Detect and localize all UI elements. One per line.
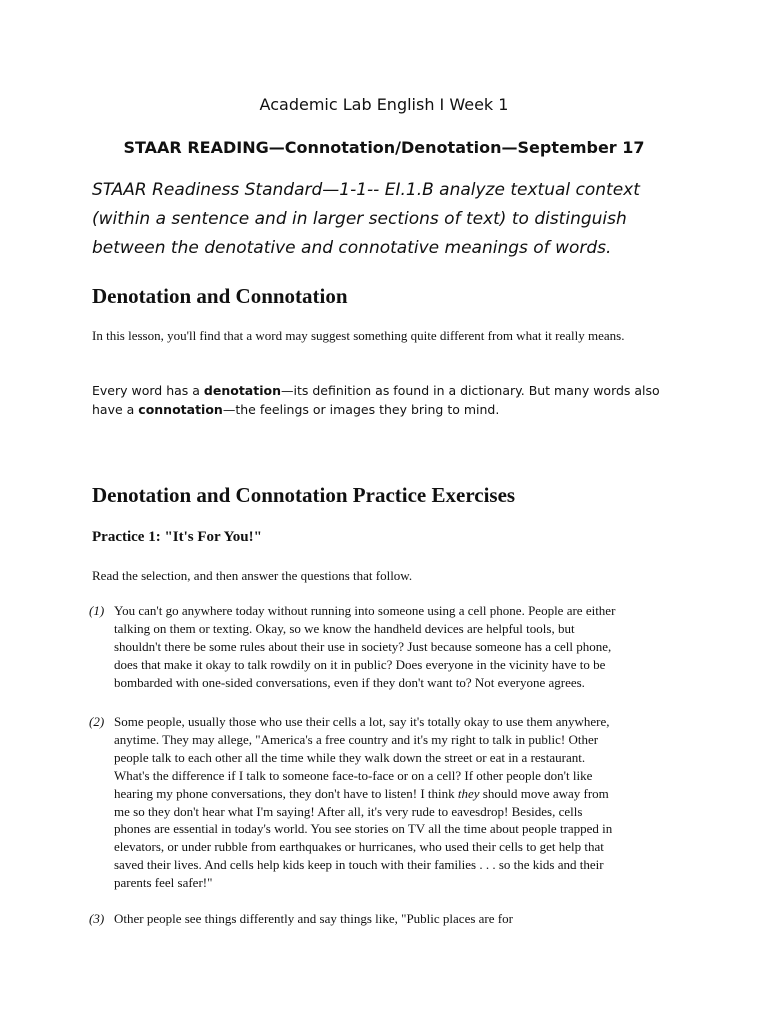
- paragraph-number: (1): [89, 603, 105, 618]
- definition-text-3: —the feelings or images they bring to mind.: [222, 401, 500, 417]
- practice-instructions: Read the selection, and then answer the questions that follow.: [92, 568, 413, 583]
- passage-paragraph-3: [89, 910, 622, 928]
- definition-text-2: —its definition as found in a dictionary. But many words also have a: [92, 383, 660, 417]
- paragraph-text: Other people see things differently and say things like, "Public places are for: [114, 911, 513, 926]
- passage-paragraph-1: [89, 602, 622, 692]
- denotation-term: denotation: [203, 383, 281, 398]
- paragraph-number: (2): [89, 714, 105, 729]
- connotation-term: connotation: [138, 401, 223, 417]
- week-title: Academic Lab English I Week 1: [259, 95, 509, 114]
- paragraph-number: (3): [89, 911, 105, 926]
- staar-title: STAAR READING—Connotation/Denotation—September 17: [123, 138, 645, 157]
- emphasized-word: they: [457, 785, 480, 801]
- paragraph-text-after: should move away from me so they don't hear what I'm saying! After all, it's very rude to eavesdrop! Besides, cells phones are essential in today's world. You see stories on TV all the time about people trapped in elevators, or under rubble from earthquakes or hurricanes, who used their cells to get help that saved their lives. And cells help kids keep in touch with their families . . . so the kids and their parents feel safer!": [114, 785, 613, 891]
- lesson-intro: In this lesson, you'll find that a word may suggest something quite different from what it really means.: [92, 328, 625, 343]
- section-heading-denotation-connotation: Denotation and Connotation: [92, 284, 348, 308]
- section-heading-practice-exercises: Denotation and Connotation Practice Exercises: [92, 483, 516, 507]
- readiness-standard: STAAR Readiness Standard—1-1-- EI.1.B analyze textual context (within a sentence and in larger sections of text) to distinguish between the denotative and connotative meanings of words.: [92, 180, 640, 258]
- paragraph-text: [114, 713, 622, 892]
- definition-text-1: Every word has a: [92, 383, 204, 398]
- paragraph-text-before: Some people, usually those who use their cells a lot, say it's totally okay to use them anywhere, anytime. They may allege, "America's a free country and it's my right to talk in public! Other people talk to each other all the time while they walk down the street or eat in a restaurant. What's the difference if I talk to someone face-to-face or on a cell? If other people don't like hearing my phone conversations, they don't have to listen! I think: [114, 714, 610, 801]
- passage-paragraph-2: [89, 713, 622, 892]
- paragraph-text: You can't go anywhere today without running into someone using a cell phone. People are either talking on them or texting. Okay, so we know the handheld devices are helpful tools, but shouldn't there be some rules about their use in society? Just because someone has a cell phone, does that make it okay to talk rowdily on it in public? Does everyone in the vicinity have to be bombarded with one-sided conversations, even if they don't want to? Not everyone agrees.: [114, 603, 616, 690]
- definition-paragraph: [92, 382, 692, 419]
- practice-title: Practice 1: "It's For You!": [92, 529, 262, 545]
